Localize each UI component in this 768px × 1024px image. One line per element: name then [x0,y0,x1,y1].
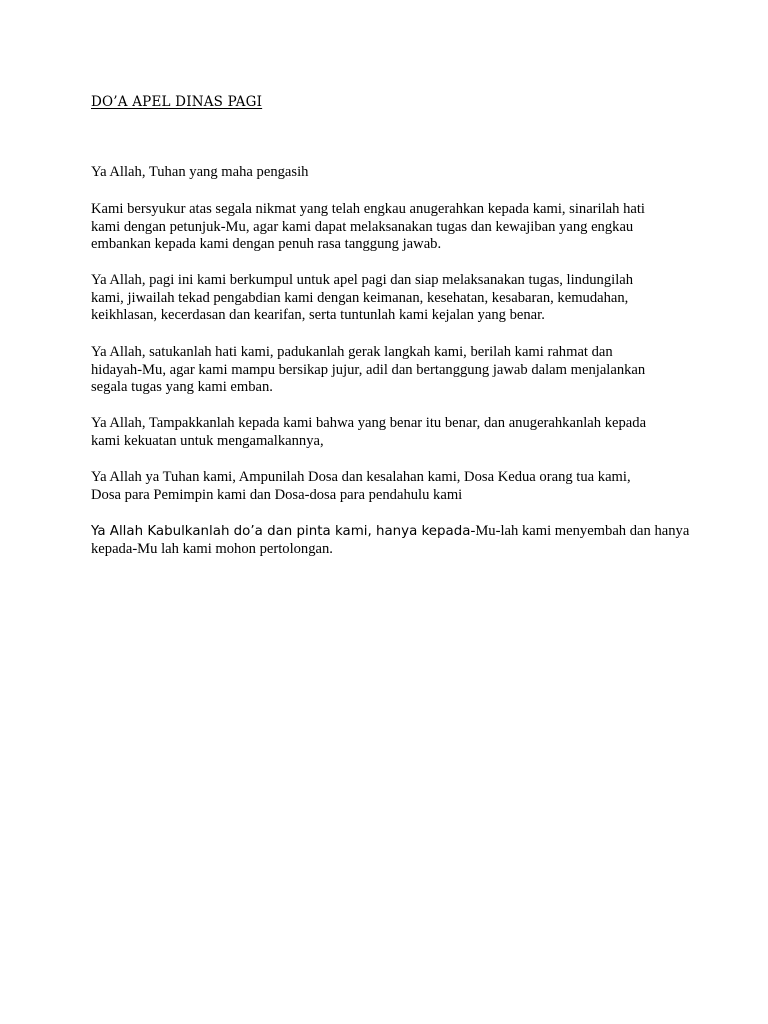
text-line: kepada-Mu lah kami mohon pertolongan. [91,540,333,557]
text-line: kami dengan petunjuk-Mu, agar kami dapat melaksanakan tugas dan kewajiban yang engkau [91,218,634,235]
paragraph-morning-assembly [91,272,691,325]
text-line: Ya Allah ya Tuhan kami, Ampunilah Dosa dan kesalahan kami, Dosa Kedua orang tua kami, [91,469,631,485]
text-line: Dosa para Pemimpin kami dan Dosa-dosa para pendahulu kami [91,486,463,503]
text-line [91,523,691,541]
text-line: kami kekuatan untuk mengamalkannya, [91,432,324,449]
paragraph-unity [91,344,691,397]
document-title: DO’A APEL DINAS PAGI [91,94,263,110]
text-line: Ya Allah, Tampakkanlah kepada kami bahwa yang benar itu benar, dan anugerahkanlah kepada [91,415,647,431]
text-line: keikhlasan, kecerdasan dan kearifan, serta tuntunlah kami kejalan yang benar. [91,307,545,324]
text-segment-alt-font: Ya Allah Kabulkanlah do’a dan pinta kami, hanya kepada [91,524,471,539]
text-line: kami, jiwailah tekad pengabdian kami dengan keimanan, kesehatan, kesabaran, kemudahan, [91,289,629,306]
text-segment: -Mu-lah kami menyembah dan hanya [470,523,690,539]
text-line: hidayah-Mu, agar kami mampu bersikap jujur, adil dan bertanggung jawab dalam menjalankan [91,361,646,378]
text-line: Ya Allah, Tuhan yang maha pengasih [91,164,309,180]
text-line: embankan kepada kami dengan penuh rasa tanggung jawab. [91,236,442,253]
paragraph-gratitude [91,201,691,254]
text-line: Kami bersyukur atas segala nikmat yang telah engkau anugerahkan kepada kami, sinarilah hati [91,201,645,217]
text-line: Ya Allah, pagi ini kami berkumpul untuk apel pagi dan siap melaksanakan tugas, lindungilah [91,272,634,288]
paragraph-closing [91,523,691,558]
paragraph-truth [91,415,691,450]
paragraph-forgiveness [91,469,691,504]
text-line: Ya Allah, satukanlah hati kami, padukanlah gerak langkah kami, berilah kami rahmat dan [91,344,613,360]
text-line: segala tugas yang kami emban. [91,379,273,396]
greeting-line [91,164,691,182]
